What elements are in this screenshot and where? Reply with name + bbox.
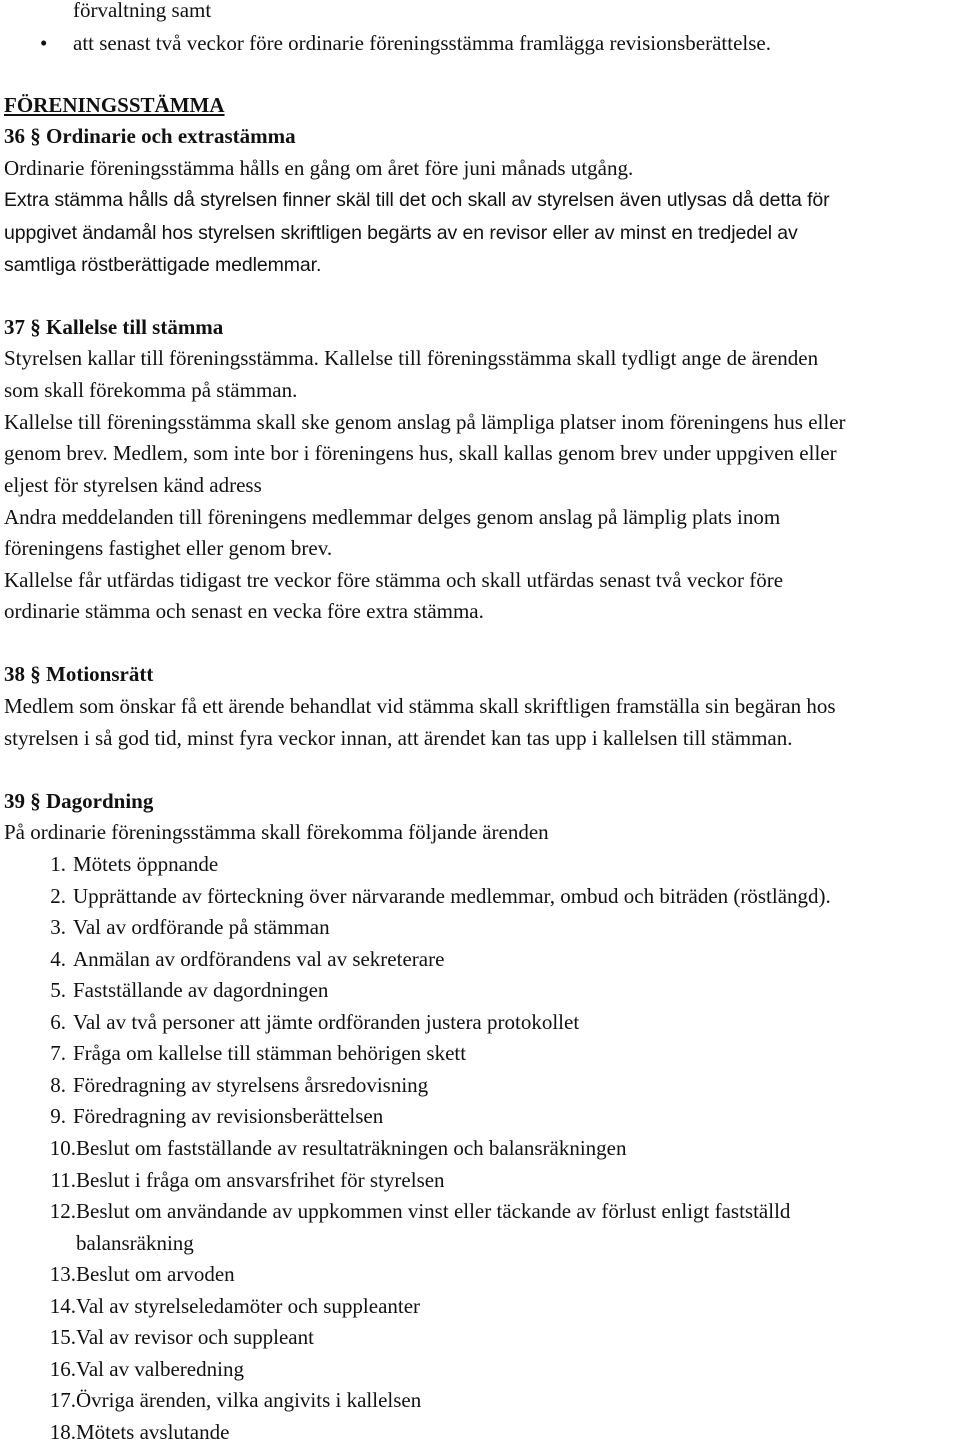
paragraph-36-line: uppgivet ändamål hos styrelsen skriftligen begärts av en revisor eller av minst en tredjedel av — [4, 222, 798, 244]
agenda-item-text: Val av valberedning — [76, 1357, 244, 1381]
agenda-item-text: Mötets öppnande — [73, 852, 219, 876]
agenda-item-number: 4. — [50, 947, 66, 971]
agenda-item-number: 13. — [49, 1262, 76, 1286]
agenda-item-number: 11. — [50, 1168, 76, 1192]
bullet-marker: • — [40, 31, 48, 55]
agenda-item-number: 9. — [50, 1104, 66, 1128]
paragraph-37-line: genom brev. Medlem, som inte bor i föreningens hus, skall kallas genom brev under uppgiven eller — [4, 441, 837, 465]
paragraph-37-title: 37 § Kallelse till stämma — [4, 315, 224, 339]
agenda-item-text: Val av styrelseledamöter och suppleanter — [76, 1294, 421, 1318]
agenda-item-number: 5. — [50, 978, 66, 1002]
agenda-item-text: Upprättande av förteckning över närvarande medlemmar, ombud och biträden (röstlängd). — [73, 884, 831, 908]
agenda-item-text: Föredragning av styrelsens årsredovisning — [73, 1073, 429, 1097]
agenda-item-text: Övriga ärenden, vilka angivits i kallelsen — [76, 1388, 422, 1412]
agenda-item-text: Föredragning av revisionsberättelsen — [73, 1104, 384, 1128]
agenda-item-number: 10. — [49, 1136, 76, 1160]
paragraph-36-line: samtliga röstberättigade medlemmar. — [4, 254, 322, 276]
paragraph-37-line: Andra meddelanden till föreningens medlemmar delges genom anslag på lämplig plats inom — [4, 505, 781, 529]
agenda-item-text: Val av revisor och suppleant — [76, 1325, 314, 1349]
intro-continuation-line: förvaltning samt — [73, 0, 212, 22]
agenda-item-text: Mötets avslutande — [76, 1420, 230, 1444]
bullet-text: att senast två veckor före ordinarie föreningsstämma framlägga revisionsberättelse. — [73, 31, 771, 55]
paragraph-36-line: Ordinarie föreningsstämma hålls en gång om året före juni månads utgång. — [4, 156, 634, 180]
paragraph-38-title: 38 § Motionsrätt — [4, 662, 154, 686]
agenda-item-number: 2. — [50, 884, 66, 908]
paragraph-39-title: 39 § Dagordning — [4, 789, 154, 813]
agenda-item-number: 6. — [50, 1010, 66, 1034]
agenda-item-text: Anmälan av ordförandens val av sekreterare — [73, 947, 445, 971]
agenda-item-number: 15. — [49, 1325, 76, 1349]
paragraph-37-line: föreningens fastighet eller genom brev. — [4, 536, 333, 560]
paragraph-37-line: eljest för styrelsen känd adress — [4, 473, 262, 497]
paragraph-37-line: Styrelsen kallar till föreningsstämma. Kallelse till föreningsstämma skall tydligt ange de ärenden — [4, 346, 819, 370]
paragraph-38-line: Medlem som önskar få ett ärende behandlat vid stämma skall skriftligen framställa sin begäran hos — [4, 694, 836, 718]
agenda-item-number: 16. — [49, 1357, 76, 1381]
agenda-item-text: Beslut om arvoden — [76, 1262, 235, 1286]
paragraph-36-title: 36 § Ordinarie och extrastämma — [4, 124, 296, 148]
agenda-item-text: Beslut om användande av uppkommen vinst eller täckande av förlust enligt fastställd — [76, 1199, 791, 1223]
paragraph-37-line: som skall förekomma på stämman. — [4, 378, 298, 402]
agenda-item-text: Fastställande av dagordningen — [73, 978, 329, 1002]
paragraph-37-line: Kallelse till föreningsstämma skall ske genom anslag på lämpliga platser inom föreningens hus eller — [4, 410, 846, 434]
paragraph-39-intro: På ordinarie föreningsstämma skall förekomma följande ärenden — [4, 820, 549, 844]
agenda-item-number: 17. — [49, 1388, 76, 1412]
paragraph-37-line: ordinarie stämma och senast en vecka före extra stämma. — [4, 599, 484, 623]
agenda-item-number: 7. — [50, 1041, 66, 1065]
agenda-item-number: 12. — [49, 1199, 76, 1223]
agenda-item-text: Val av två personer att jämte ordföranden justera protokollet — [73, 1010, 580, 1034]
agenda-item-text: balansräkning — [76, 1231, 194, 1255]
agenda-item-number: 8. — [50, 1073, 66, 1097]
paragraph-38-line: styrelsen i så god tid, minst fyra veckor innan, att ärendet kan tas upp i kallelsen till stämman. — [4, 726, 793, 750]
agenda-item-text: Beslut i fråga om ansvarsfrihet för styrelsen — [76, 1168, 445, 1192]
agenda-item-text: Beslut om fastställande av resultaträkningen och balansräkningen — [76, 1136, 627, 1160]
agenda-item-number: 14. — [49, 1294, 76, 1318]
agenda-item-number: 3. — [50, 915, 66, 939]
agenda-item-number: 1. — [50, 852, 66, 876]
section-heading: FÖRENINGSSTÄMMA — [4, 93, 225, 117]
paragraph-36-line: Extra stämma hålls då styrelsen finner skäl till det och skall av styrelsen även utlysas då detta för — [4, 189, 830, 211]
agenda-item-text: Fråga om kallelse till stämman behörigen skett — [73, 1041, 467, 1065]
agenda-item-number: 18. — [49, 1420, 76, 1444]
paragraph-37-line: Kallelse får utfärdas tidigast tre veckor före stämma och skall utfärdas senast två veckor före — [4, 568, 784, 592]
agenda-item-text: Val av ordförande på stämman — [73, 915, 330, 939]
